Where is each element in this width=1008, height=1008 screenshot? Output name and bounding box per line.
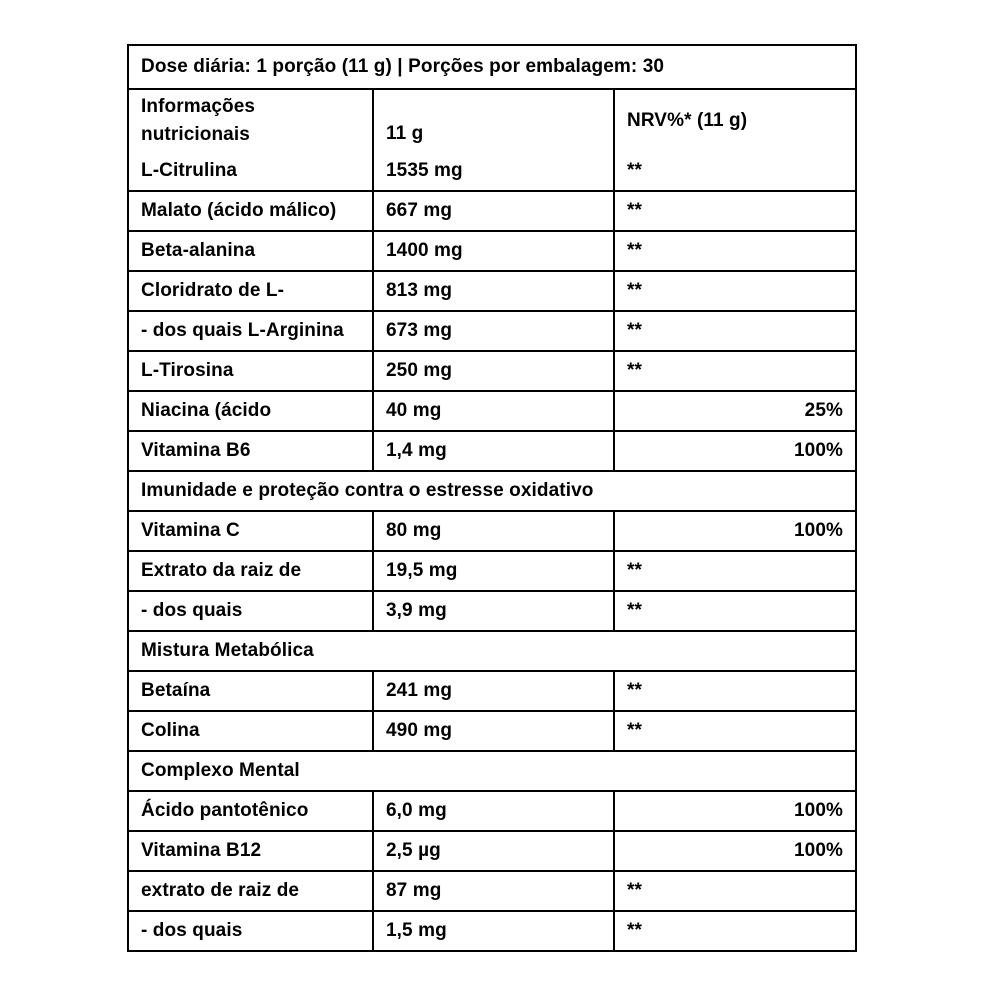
nutrient-nrv: ** — [613, 272, 855, 310]
nutrient-nrv: ** — [613, 712, 855, 750]
nutrient-nrv: ** — [613, 312, 855, 350]
section-title: Mistura Metabólica — [141, 640, 314, 661]
nutrient-nrv: 100% — [613, 432, 855, 470]
dose-header-text: Dose diária: 1 porção (11 g) | Porções por embalagem: 30 — [141, 56, 665, 77]
table-row — [129, 510, 855, 550]
column-header-nutrition-info-label: Informações nutricionais — [141, 96, 256, 145]
nutrient-name: Colina — [141, 720, 200, 741]
table-row — [129, 390, 855, 430]
nutrient-nrv: ** — [613, 232, 855, 270]
nutrient-amount: 80 mg — [372, 512, 613, 550]
table-row — [129, 590, 855, 630]
nutrient-name: Malato (ácido málico) — [141, 200, 337, 221]
nutrient-amount: 6,0 mg — [372, 792, 613, 830]
nutrient-name: Betaína — [141, 680, 211, 701]
nutrient-name: L-Citrulina — [141, 160, 238, 181]
nutrient-amount: 667 mg — [372, 192, 613, 230]
nutrient-name: L-Tirosina — [141, 360, 234, 381]
table-row — [129, 870, 855, 910]
nutrient-amount: 2,5 µg — [372, 832, 613, 870]
nutrient-amount: 1535 mg — [372, 152, 613, 190]
nutrient-name: Extrato da raiz de — [141, 560, 302, 581]
table-row — [129, 790, 855, 830]
nutrient-amount: 87 mg — [372, 872, 613, 910]
column-header-nrv: NRV%* (11 g) — [613, 90, 855, 152]
nutrient-amount: 490 mg — [372, 712, 613, 750]
table-row — [129, 830, 855, 870]
nutrient-amount: 241 mg — [372, 672, 613, 710]
nutrient-name: Vitamina B12 — [141, 840, 262, 861]
nutrient-nrv: 100% — [613, 792, 855, 830]
nutrient-name: - dos quais — [141, 600, 243, 621]
nutrient-nrv: ** — [613, 152, 855, 190]
nutrient-name: Vitamina B6 — [141, 440, 251, 461]
nutrient-name: Beta-alanina — [141, 240, 256, 261]
nutrient-nrv: ** — [613, 872, 855, 910]
section-header-row — [129, 630, 855, 670]
nutrition-facts-table — [127, 44, 857, 952]
table-row — [129, 152, 855, 190]
nutrient-amount: 1,5 mg — [372, 912, 613, 950]
table-row — [129, 310, 855, 350]
table-row — [129, 430, 855, 470]
table-row — [129, 550, 855, 590]
table-row — [129, 670, 855, 710]
nutrient-name: Vitamina C — [141, 520, 240, 541]
nutrient-amount: 19,5 mg — [372, 552, 613, 590]
nutrient-name: - dos quais — [141, 920, 243, 941]
nutrient-nrv: ** — [613, 592, 855, 630]
nutrient-nrv: ** — [613, 552, 855, 590]
table-row — [129, 190, 855, 230]
table-row — [129, 350, 855, 390]
dose-header-row — [129, 46, 855, 88]
nutrient-amount: 1400 mg — [372, 232, 613, 270]
nutrient-nrv: ** — [613, 192, 855, 230]
nutrient-name: extrato de raiz de — [141, 880, 300, 901]
nutrient-amount: 813 mg — [372, 272, 613, 310]
table-row — [129, 230, 855, 270]
table-body — [129, 152, 855, 950]
section-header-row — [129, 470, 855, 510]
nutrient-amount: 40 mg — [372, 392, 613, 430]
nutrient-nrv: 100% — [613, 512, 855, 550]
table-row — [129, 910, 855, 950]
nutrient-amount: 250 mg — [372, 352, 613, 390]
nutrient-name: Cloridrato de L- — [141, 280, 285, 301]
nutrient-nrv: ** — [613, 672, 855, 710]
nutrient-amount: 1,4 mg — [372, 432, 613, 470]
section-header-row — [129, 750, 855, 790]
column-header-nutrition-info — [129, 90, 372, 152]
nutrient-name: Ácido pantotênico — [141, 800, 309, 821]
section-title: Imunidade e proteção contra o estresse oxidativo — [141, 480, 594, 501]
nutrient-nrv: 100% — [613, 832, 855, 870]
column-header-serving-size: 11 g — [372, 90, 613, 152]
nutrient-name: Niacina (ácido — [141, 400, 272, 421]
table-row — [129, 270, 855, 310]
nutrient-nrv: ** — [613, 352, 855, 390]
table-row — [129, 710, 855, 750]
nutrient-amount: 673 mg — [372, 312, 613, 350]
section-title: Complexo Mental — [141, 760, 300, 781]
column-header-row — [129, 88, 855, 152]
nutrient-amount: 3,9 mg — [372, 592, 613, 630]
nutrient-nrv: ** — [613, 912, 855, 950]
nutrient-name: - dos quais L-Arginina — [141, 320, 344, 341]
nutrient-nrv: 25% — [613, 392, 855, 430]
